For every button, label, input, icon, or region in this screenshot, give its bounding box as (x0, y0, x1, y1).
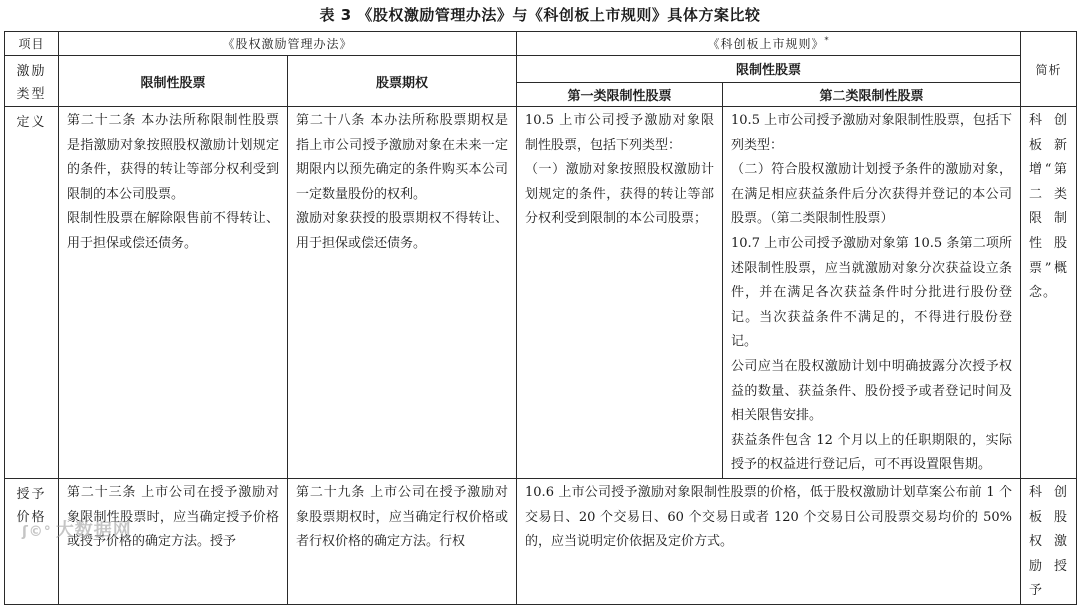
paragraph: 获益条件包含 12 个月以上的任职期限的，实际授予的权益进行登记后，可不再设置限售期。 (731, 432, 1013, 473)
definition-type2 (723, 107, 1021, 479)
grant-price-note: 科创板股权激励授予 (1021, 478, 1077, 604)
definition-restricted (59, 107, 288, 479)
paragraph: 激励对象获授的股票期权不得转让、用于担保或偿还债务。 (296, 211, 509, 251)
header-stock-option: 股票期权 (288, 56, 517, 107)
watermark-logo-icon: ʃ©° (22, 524, 52, 540)
row-grant-price-label: 授予价格 (5, 478, 59, 604)
grant-price-option: 第二十九条 上市公司在授予激励对象股票期权时，应当确定行权价格或者行权价格的确定方法。行权 (288, 478, 517, 604)
paragraph: 10.7 上市公司授予激励对象第 10.5 条第二项所述限制性股票，应当就激励对象分次获益设立条件，并在满足各次获益条件时分批进行股份登记。当次获益条件不满足的，不得进行股份登记。 (731, 235, 1013, 350)
paragraph: 限制性股票在解除限售前不得转让、用于担保或偿还债务。 (67, 211, 279, 251)
header-kechuang-text: 《科创板上市规则》 (707, 37, 825, 51)
row-definition-label: 定义 (5, 107, 59, 479)
paragraph: 公司应当在股权激励计划中明确披露分次授予权益的数量、获益条件、股份授予或者登记时间及相关限售安排。 (731, 358, 1013, 424)
table-caption: 表 3 《股权激励管理办法》与《科创板上市规则》具体方案比较 (319, 6, 761, 24)
header-note: 简析 (1021, 32, 1077, 107)
header-restricted-stock: 限制性股票 (59, 56, 288, 107)
paragraph: 10.5 上市公司授予激励对象限制性股票，包括下列类型： (731, 113, 1013, 153)
header-incentive-type: 激励类型 (5, 56, 59, 107)
header-guanli: 《股权激励管理办法》 (59, 32, 517, 56)
grant-price-kechuang: 10.6 上市公司授予激励对象限制性股票的价格，低于股权激励计划草案公布前 1 个交易日、20 个交易日、60 个交易日或者 120 个交易日公司股票交易均价的 50%的，应当说明定价依据及定价方式。 (517, 478, 1021, 604)
header-kc-restricted-stock: 限制性股票 (517, 56, 1021, 83)
paragraph: （二）符合股权激励计划授予条件的激励对象，在满足相应获益条件后分次获得并登记的本公司股票。（第二类限制性股票） (731, 162, 1013, 227)
paragraph: 10.5 上市公司授予激励对象限制性股票，包括下列类型： (525, 113, 715, 153)
watermark-text: 大数据网 (55, 520, 132, 541)
definition-note: 科创板新增“第二类限制性股票”概念。 (1021, 107, 1077, 479)
header-kc-type2: 第二类限制性股票 (723, 82, 1021, 106)
definition-type1 (517, 107, 723, 479)
grant-price-restricted: 第二十三条 上市公司在授予激励对象限制性股票时，应当确定授予价格或授予价格的确定方法。授予 (59, 478, 288, 604)
footnote-mark: * (824, 36, 830, 45)
watermark (22, 516, 132, 542)
paragraph: 第二十八条 本办法所称股票期权是指上市公司授予激励对象在未来一定期限内以预先确定的条件购买本公司一定数量股份的权利。 (296, 113, 509, 202)
comparison-table (4, 31, 1077, 605)
header-kc-type1: 第一类限制性股票 (517, 82, 723, 106)
header-item: 项目 (5, 32, 59, 56)
header-kechuang (517, 32, 1021, 56)
paragraph: 第二十二条 本办法所称限制性股票是指激励对象按照股权激励计划规定的条件，获得的转让等部分权利受到限制的本公司股票。 (67, 113, 279, 202)
paragraph: （一）激励对象按照股权激励计划规定的条件，获得的转让等部分权利受到限制的本公司股票； (525, 162, 715, 227)
definition-option (288, 107, 517, 479)
